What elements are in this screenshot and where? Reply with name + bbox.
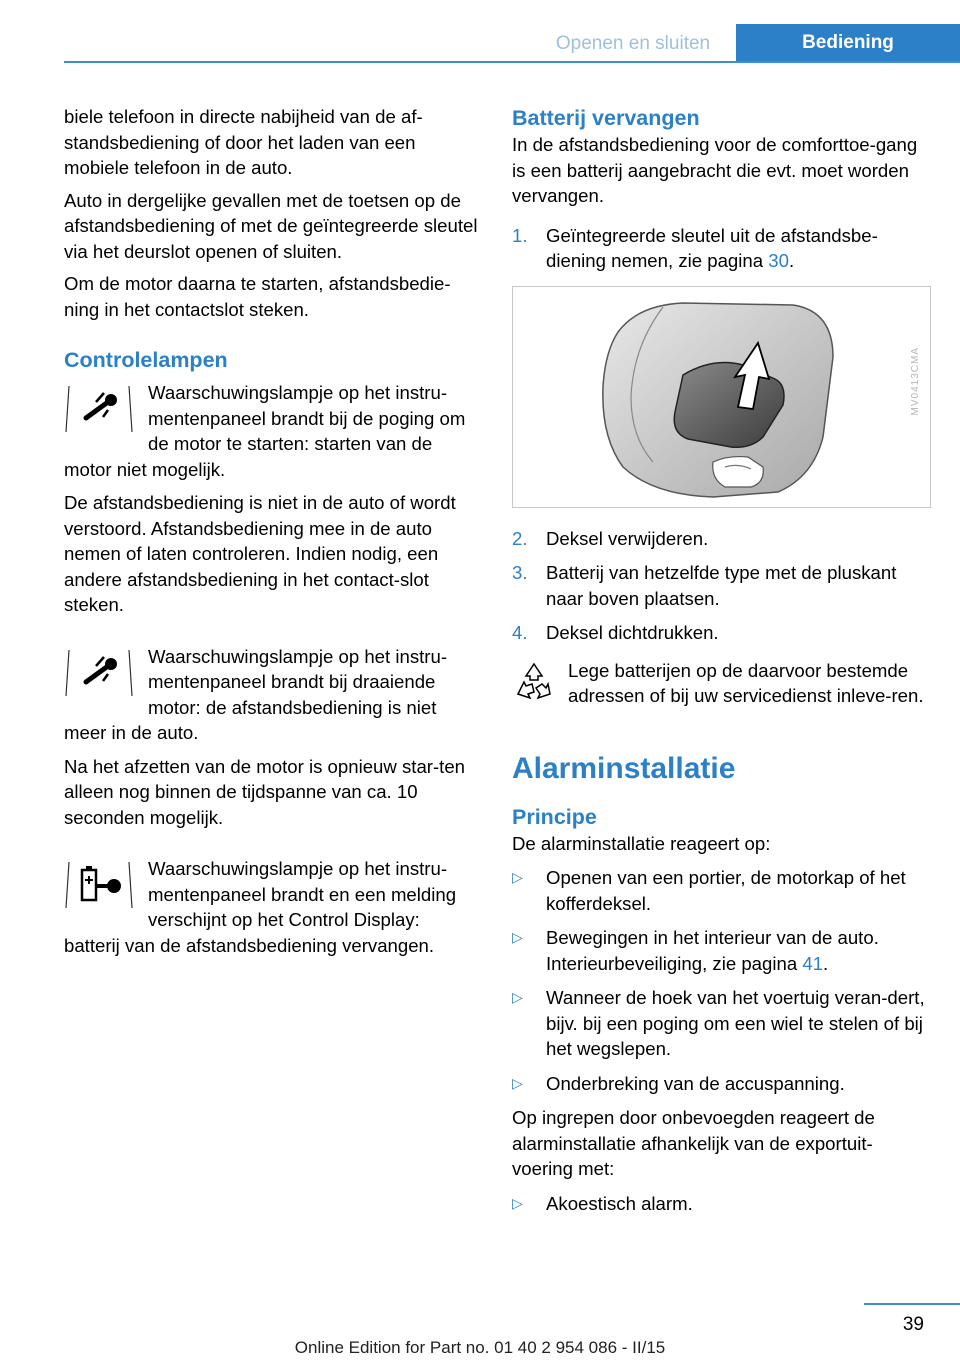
list-item xyxy=(512,985,932,1062)
bullet-text: Openen van een portier, de motorkap of het kofferdeksel. xyxy=(546,867,906,914)
step-text: Deksel dichtdrukken. xyxy=(546,622,719,643)
step-number: 4. xyxy=(512,622,528,643)
footer-rule xyxy=(864,1303,960,1305)
page-link-41[interactable]: 41 xyxy=(802,952,824,974)
paragraph: Na het afzetten van de motor is opnieuw star‐ten alleen nog binnen de tijdspanne van ca. 10 seconden mogelijk. xyxy=(64,755,466,828)
page-link-30[interactable]: 30 xyxy=(768,250,789,271)
punctuation: . xyxy=(823,952,829,974)
heading-batterij-vervangen: Batterij vervangen xyxy=(512,106,700,130)
bullet-text: Wanneer de hoek van het voertuig veran‐dert, bijv. bij een poging om een wiel te stelen of bij het wegslepen. xyxy=(546,987,925,1059)
steps-list-continued xyxy=(512,526,932,646)
remote-key-figure xyxy=(512,286,931,508)
warning-text: Waarschuwingslampje op het instru‐mentenpaneel brandt bij de poging om de motor te starten: starten van de motor niet mogelijk. xyxy=(64,382,466,480)
list-item xyxy=(512,1191,932,1217)
alarm-output-list xyxy=(512,1191,932,1217)
bullet-triangle-icon: ▷ xyxy=(512,989,523,1005)
key-warning-icon xyxy=(64,648,134,698)
steps-list xyxy=(512,223,932,274)
bullet-triangle-icon: ▷ xyxy=(512,869,523,885)
bullet-text: Bewegingen in het interieur van de auto. Interieurbeveiliging, zie pagina xyxy=(546,927,879,974)
bullet-triangle-icon: ▷ xyxy=(512,1074,523,1091)
environment-note xyxy=(512,658,932,709)
header-section-title: Openen en sluiten xyxy=(555,33,711,54)
warning-text: Waarschuwingslampje op het instru‐mentenpaneel brandt bij draaiende motor: de afstandsbediening is niet meer in de auto. xyxy=(64,645,448,743)
figure-code: MV0413CMA xyxy=(909,346,921,415)
header-chapter-tab: Bediening xyxy=(736,24,960,63)
alarm-triggers-list xyxy=(512,865,932,1096)
list-item xyxy=(512,526,932,552)
environment-text: Lege batterijen op de daarvoor bestemde adressen of bij uw servicedienst inleve‐ren. xyxy=(568,659,924,706)
bullet-text: Akoestisch alarm. xyxy=(546,1192,693,1214)
heading-controlelampen: Controlelampen xyxy=(64,348,228,372)
remote-key-illustration xyxy=(513,287,930,507)
list-item xyxy=(512,223,932,274)
step-text: Geïntegreerde sleutel uit de afstandsbe‐diening nemen, zie pagina xyxy=(546,224,878,271)
key-battery-warning-icon xyxy=(64,860,134,910)
bullet-triangle-icon: ▷ xyxy=(512,1194,523,1211)
right-column xyxy=(512,104,932,1225)
list-item xyxy=(512,925,932,976)
list-item xyxy=(512,620,932,646)
paragraph: De afstandsbediening is niet in de auto of wordt verstoord. Afstandsbediening mee in de auto nemen of laten controleren. Indien nodig, een andere afstandsbediening in het contact‐slot steken. xyxy=(64,492,456,615)
left-column xyxy=(64,104,478,958)
paragraph: Auto in dergelijke gevallen met de toetsen op de afstandsbediening of met de geïntegreerde sleutel via het deurslot openen of sluiten. xyxy=(64,189,478,262)
paragraph: De alarminstallatie reageert op: xyxy=(512,832,771,854)
punctuation: . xyxy=(788,250,795,271)
footer-edition: Online Edition for Part no. 01 40 2 954 086 - II/15 xyxy=(294,1338,666,1357)
paragraph: Op ingrepen door onbevoegden reageert de alarminstallatie afhankelijk van de exportuit‐voering met: xyxy=(512,1107,875,1179)
step-number: 3. xyxy=(512,562,528,583)
warning-block-3 xyxy=(64,856,478,958)
bullet-text: Onderbreking van de accuspanning. xyxy=(546,1072,845,1094)
bullet-triangle-icon: ▷ xyxy=(512,929,523,945)
step-number: 1. xyxy=(512,224,528,246)
list-item xyxy=(512,1071,932,1097)
step-text: Batterij van hetzelfde type met de pluskant naar boven plaatsen. xyxy=(546,562,897,609)
section-title-alarminstallatie: Alarminstallatie xyxy=(512,751,736,785)
recycle-icon xyxy=(512,660,556,704)
paragraph: Om de motor daarna te starten, afstandsbedie‐ning in het contactslot steken. xyxy=(64,273,451,320)
header-rule xyxy=(64,61,960,63)
step-text: Deksel verwijderen. xyxy=(546,527,709,549)
list-item xyxy=(512,560,932,611)
paragraph: biele telefoon in directe nabijheid van de af‐standsbediening of door het laden van een mobiele telefoon in de auto. xyxy=(64,106,423,178)
warning-block-1 xyxy=(64,380,478,482)
step-number: 2. xyxy=(512,527,528,549)
warning-block-2 xyxy=(64,644,478,746)
key-warning-icon xyxy=(64,384,134,434)
list-item xyxy=(512,865,932,916)
heading-principe: Principe xyxy=(512,804,597,829)
warning-text: Waarschuwingslampje op het instru‐mentenpaneel brandt en een melding verschijnt op het Control Display: batterij van de afstandsbediening vervangen. xyxy=(64,858,457,956)
page-number: 39 xyxy=(902,1314,924,1335)
paragraph: In de afstandsbediening voor de comforttoe‐gang is een batterij aangebracht die evt. moet worden vervangen. xyxy=(512,134,918,206)
